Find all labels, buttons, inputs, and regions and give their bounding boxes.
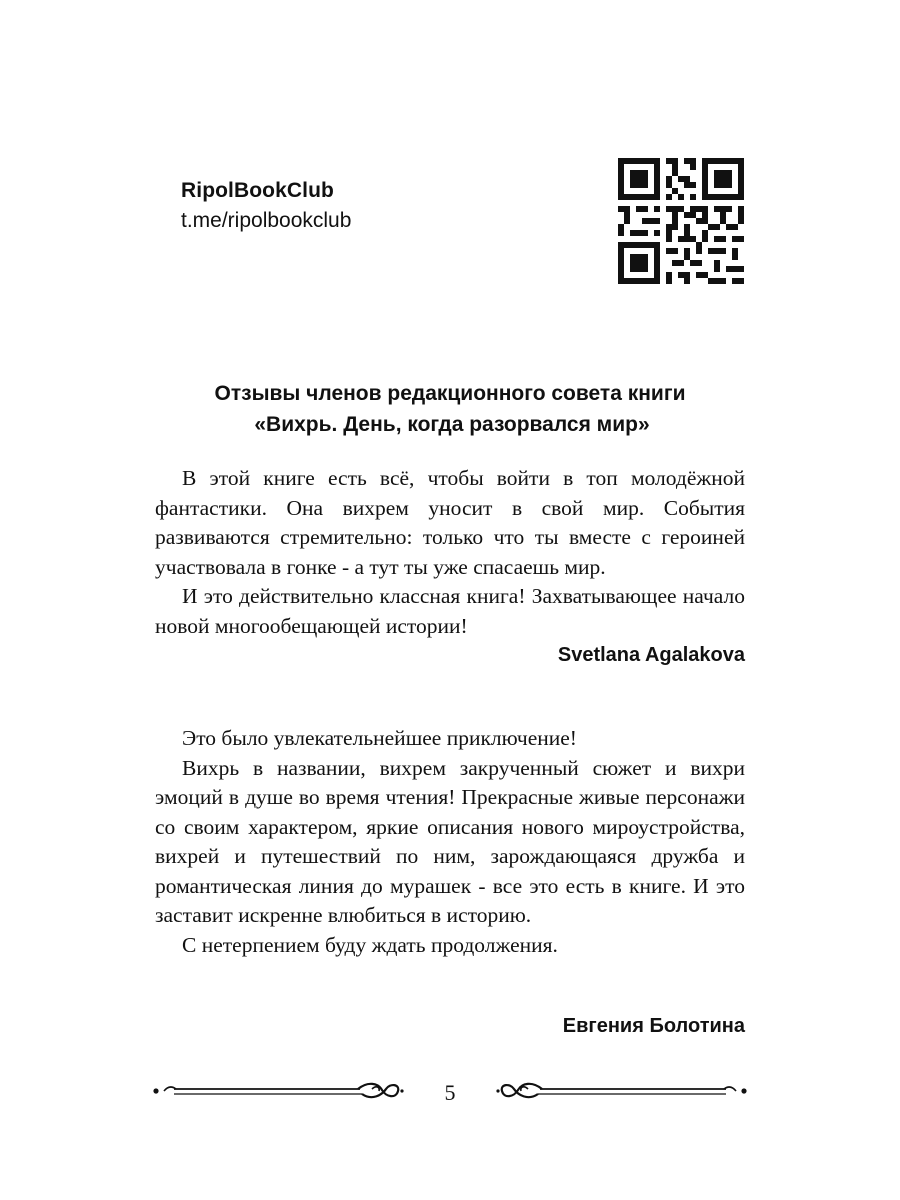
review-2-paragraph-3: С нетерпением буду ждать продолжения. (182, 932, 558, 957)
reviews-heading (155, 378, 745, 440)
review-2-author: Евгения Болотина (562, 1015, 745, 1037)
heading-line-1: Отзывы членов редакционного совета книги (214, 382, 686, 405)
review-2-paragraph-1: Это было увлекательнейшее приключение! (182, 726, 577, 750)
review-1 (155, 464, 745, 671)
ornament-right-icon (495, 1075, 750, 1111)
review-2-paragraph-2: Вихрь в названии, вихрем закрученный сюжет и вихри эмоций в душе во время чтения! Прекрасные живые персонажи со своим характером, яркие описания нового мироустройства, вихрей и путешествий по ним, зарождающаяся дружба и романтическая линия до мурашек - все это есть в книге. И это заставит искренне влюбиться в историю. (155, 755, 745, 927)
club-name: RipolBookClub (181, 179, 334, 202)
page-number: 5 (444, 1080, 456, 1105)
ornament-left-icon (150, 1075, 405, 1111)
review-1-paragraph-2: И это действительно классная книга! Захватывающее начало новой многообещающей истории! (155, 584, 745, 638)
qr-code-icon (618, 158, 744, 284)
review-1-paragraph-1: В этой книге есть всё, чтобы войти в топ молодёжной фантастики. Она вихрем уносит в свой мир. События развиваются стремительно: только что ты вместе с героиней участвовала в гонке - а тут ты уже спасаешь мир. (155, 466, 745, 579)
heading-line-2: «Вихрь. День, когда разорвался мир» (254, 413, 650, 436)
club-block (181, 176, 351, 236)
page-footer (150, 1075, 750, 1111)
review-2 (155, 724, 745, 960)
review-1-author: Svetlana Agalakova (557, 644, 745, 666)
club-link[interactable]: t.me/ripolbookclub (181, 209, 352, 232)
